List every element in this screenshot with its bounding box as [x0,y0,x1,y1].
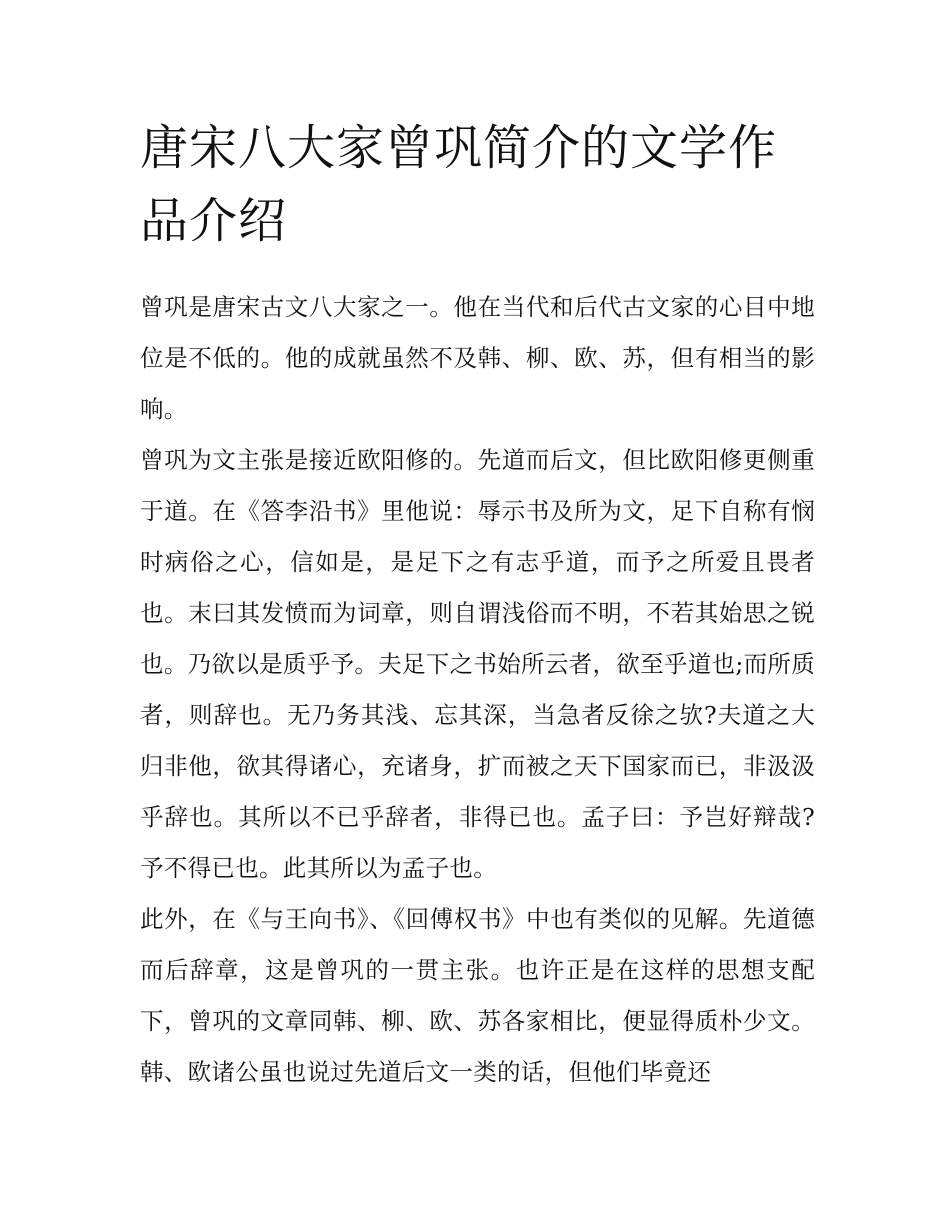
document-body [140,282,815,1098]
paragraph-intro: 曾巩是唐宋古文八大家之一。他在当代和后代古文家的心目中地位是不低的。他的成就虽然不及韩、柳、欧、苏，但有相当的影响。 [140,293,815,423]
paragraph-other-letters: 此外，在《与王向书》、《回傅权书》中也有类似的见解。先道德而后辞章，这是曾巩的一贯主张。也许正是在这样的思想支配下，曾巩的文章同韩、柳、欧、苏各家相比，便显得质朴少文。韩、欧诸公虽也说过先道后文一类的话，但他们毕竟还 [140,905,815,1086]
document-title: 唐宋八大家曾巩简介的文学作品介绍 [140,120,778,249]
paragraph-writing-principles: 曾巩为文主张是接近欧阳修的。先道而后文，但比欧阳修更侧重于道。在《答李沿书》里他说：辱示书及所为文，足下自称有悯时病俗之心，信如是，是足下之有志乎道，而予之所爱且畏者也。末曰其发愤而为词章，则自谓浅俗而不明，不若其始思之锐也。乃欲以是质乎予。夫足下之书始所云者，欲至乎道也;而所质者，则辞也。无乃务其浅、忘其深，当急者反徐之欤?夫道之大归非他，欲其得诸心，充诸身，扩而被之天下国家而已，非汲汲乎辞也。其所以不已乎辞者，非得已也。孟子曰：予岂好辩哉?予不得已也。此其所以为孟子也。 [140,446,815,882]
